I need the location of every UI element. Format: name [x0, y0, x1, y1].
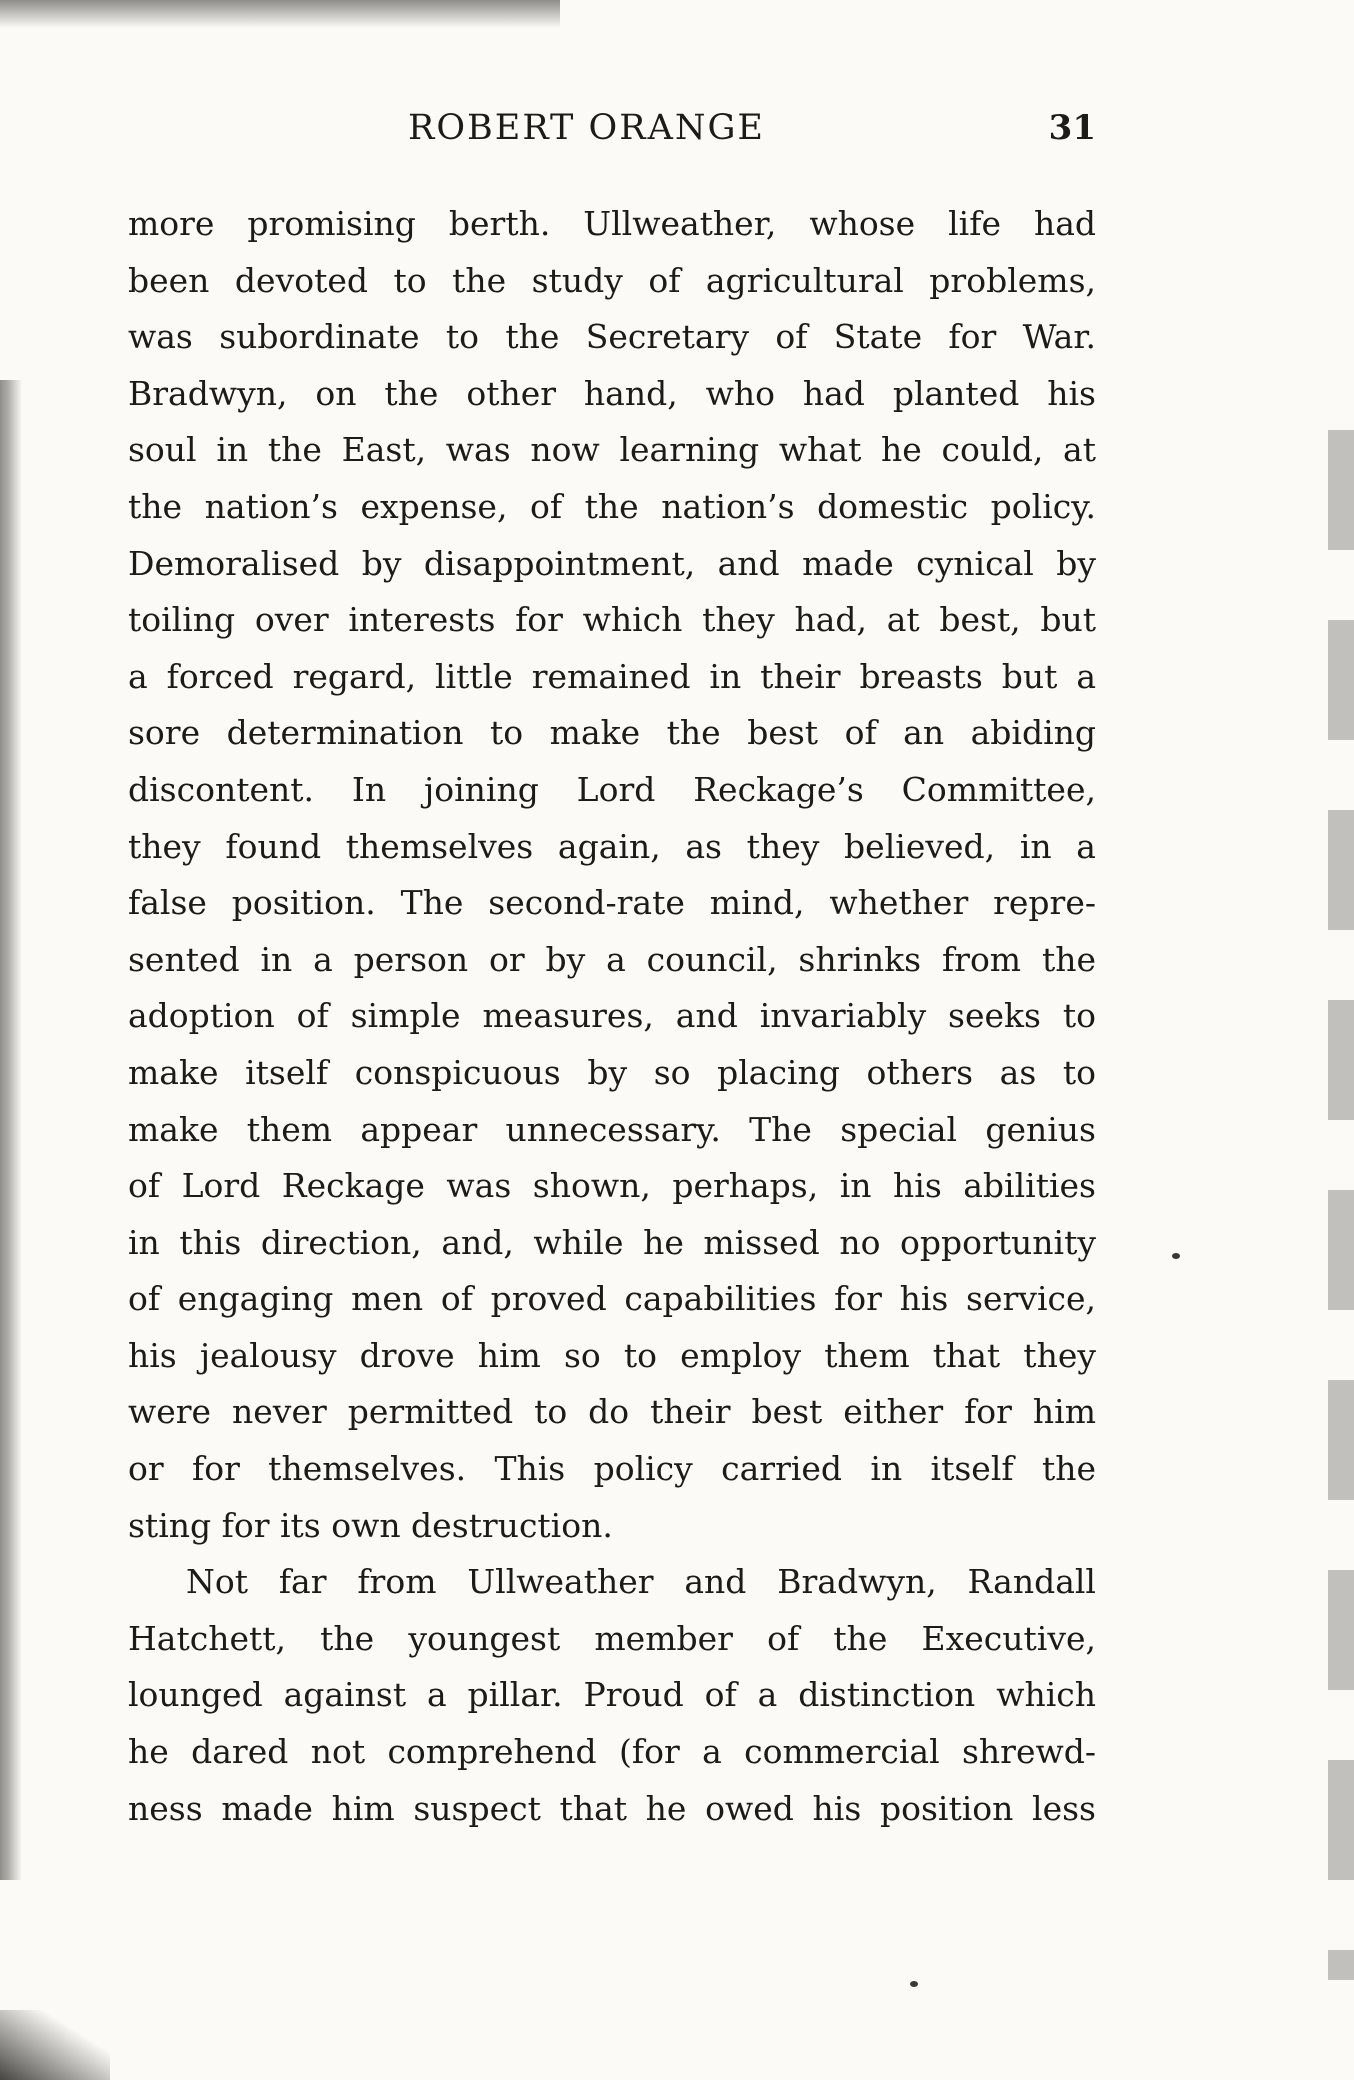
text-line: a forced regard, little remained in their breasts but a: [128, 656, 1096, 696]
scan-shadow-left: [0, 380, 22, 1880]
text-line: of engaging men of proved capabilities for his service,: [128, 1279, 1096, 1319]
text-line: in this direction, and, while he missed no opportunity: [128, 1222, 1096, 1262]
text-line: sented in a person or by a council, shrinks from the: [128, 939, 1096, 979]
text-line: the nation’s expense, of the nation’s domestic policy.: [128, 486, 1096, 526]
text-line: Hatchett, the youngest member of the Executive,: [128, 1618, 1096, 1658]
text-line: Not far from Ullweather and Bradwyn, Randall: [186, 1562, 1096, 1602]
text-line: of Lord Reckage was shown, perhaps, in his abilities: [128, 1166, 1096, 1206]
text-line: they found themselves again, as they believed, in a: [128, 826, 1096, 866]
text-line: discontent. In joining Lord Reckage’s Committee,: [128, 769, 1096, 809]
text-line: or for themselves. This policy carried in itself the: [128, 1449, 1096, 1489]
text-line: false position. The second-rate mind, whether repre-: [128, 883, 1096, 923]
text-line: Demoralised by disappointment, and made cynical by: [128, 543, 1096, 583]
paragraph: [128, 196, 1096, 1554]
text-line: sting for its own destruction.: [128, 1505, 613, 1545]
text-line: toiling over interests for which they had, at best, but: [128, 600, 1096, 640]
text-line: he dared not comprehend (for a commercial shrewd-: [128, 1732, 1096, 1772]
text-line: his jealousy drove him so to employ them that they: [128, 1335, 1096, 1375]
text-line: soul in the East, was now learning what he could, at: [128, 430, 1096, 470]
ink-speck: [910, 1981, 918, 1987]
text-line: been devoted to the study of agricultural problems,: [128, 260, 1096, 300]
text-line: was subordinate to the Secretary of State for War.: [128, 317, 1096, 357]
paragraph: [128, 1554, 1096, 1837]
text-line: make itself conspicuous by so placing others as to: [128, 1052, 1096, 1092]
text-line: ness made him suspect that he owed his position less: [128, 1788, 1096, 1828]
page-number: 31: [1048, 108, 1096, 148]
body-text: [128, 196, 1096, 1837]
text-line: Bradwyn, on the other hand, who had planted his: [128, 373, 1096, 413]
running-title: ROBERT ORANGE: [408, 108, 765, 148]
ink-speck: [1172, 1253, 1180, 1259]
text-line: more promising berth. Ullweather, whose life had: [128, 204, 1096, 243]
scan-shadow-right: [1328, 430, 1354, 1980]
scan-shadow-bottom: [0, 2010, 110, 2080]
scan-shadow-top: [0, 0, 560, 28]
text-line: adoption of simple measures, and invariably seeks to: [128, 996, 1096, 1036]
text-line: lounged against a pillar. Proud of a distinction which: [128, 1675, 1096, 1715]
text-line: were never permitted to do their best either for him: [128, 1392, 1096, 1432]
running-head: [128, 104, 1096, 152]
text-line: make them appear unnecessary. The special genius: [128, 1109, 1096, 1149]
text-line: sore determination to make the best of an abiding: [128, 713, 1096, 753]
